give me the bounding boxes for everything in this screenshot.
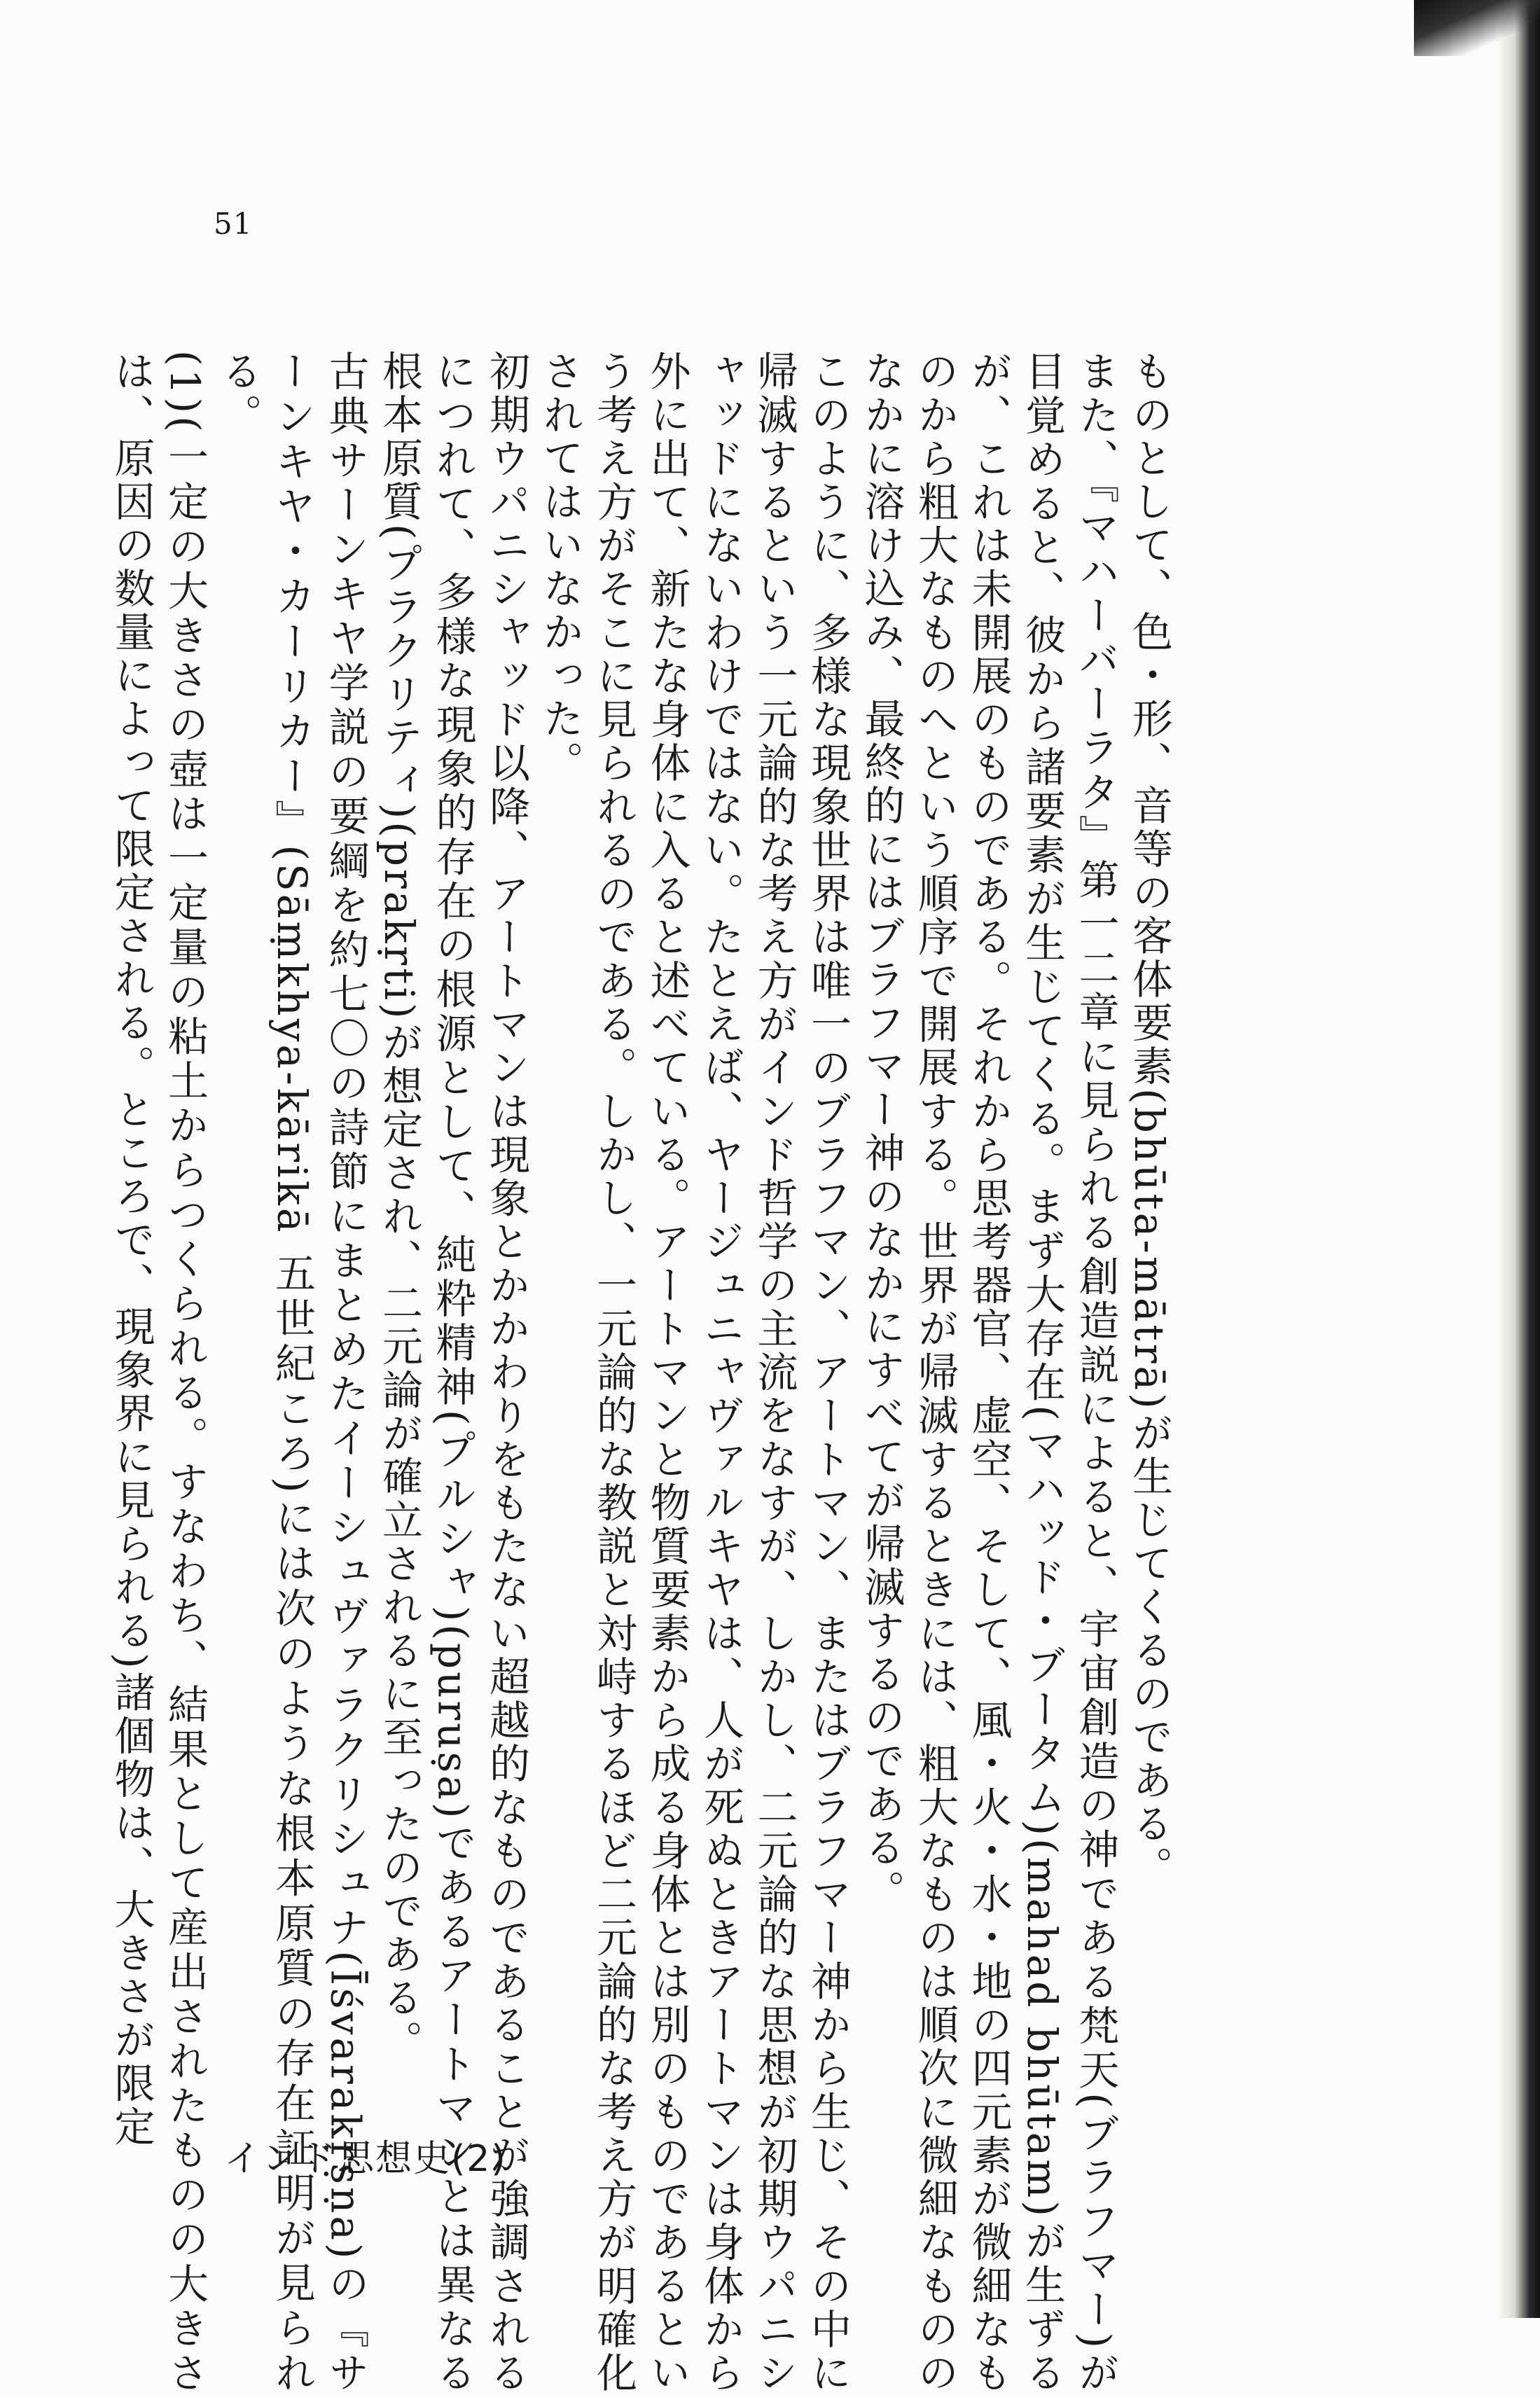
page-corner-shadow xyxy=(1414,0,1540,56)
running-footer: インド思想史(2) xyxy=(224,2138,507,2180)
paragraph-1: ものとして、色・形、音等の客体要素(bhūta-mātrā)が生じてくるのである。 xyxy=(1125,350,1173,1889)
paragraph-3: このように、多様な現象世界は唯一のブラフマン、アートマン、またはブラフマー神から生じ、その中に帰滅するという一元論的な考え方がインド哲学の主流をなすが、しかし、二元論的な思想が初期ウパニシャッドにないわけではない。たとえば、ヤージュニャヴァルキヤは、人が死ぬときアートマンは身体から外に出て、新たな身体に入ると述べている。アートマンと物質要素から成る身体とは別のものであるという考え方がそこに見られるのである。しかし、一元論的な教説と対峙するほど二元論的な考え方が明確化されてはいなかった。 xyxy=(536,350,852,2395)
book-spine-shadow xyxy=(1498,0,1540,2318)
paragraph-4: 初期ウパニシャッド以降、アートマンは現象とかかわりをもたない超越的なものであることが強調されるにつれて、多様な現象的存在の根源として、純粋精神(プルシャ)(puruṣa)であるアートマンとは異なる根本原質(プラクリティ)(prakṛti)が想定され、二元論が確立されるに至ったのである。 xyxy=(375,350,530,2395)
paragraph-6: (1)(一定の大きさの壺は一定量の粘土からつくられる。すなわち、結果として産出されたものの大きさは、原因の数量によって限定される。ところで、現象界に見られる)諸個物は、大きさが限定 xyxy=(107,350,209,2395)
body-text xyxy=(69,350,1176,2395)
paragraph-5: 古典サーンキヤ学説の要綱を約七〇の詩節にまとめたイーシュヴァラクリシュナ(Īśvarakṛṣṇa)の『サーンキヤ・カーリカー』(Sāṃkhya-kārikā 五世紀ころ)には次のような根本原質の存在証明が見られる。 xyxy=(214,350,370,2395)
page-number: 51 xyxy=(214,207,253,241)
paragraph-2: また、『マハーバーラタ』第一二章に見られる創造説によると、宇宙創造の神である梵天(ブラフマー)が目覚めると、彼から諸要素が生じてくる。まず大存在(マハッド・ブータム)(mahad bhūtam)が生ずるが、これは未開展のものである。それから思考器官、虚空、そして、風・火・水・地の四元素が微細なものから粗大なものへという順序で開展する。世界が帰滅するときには、粗大なものは順次に微細なもののなかに溶け込み、最終的にはブラフマー神のなかにすべてが帰滅するのである。 xyxy=(857,350,1120,2395)
